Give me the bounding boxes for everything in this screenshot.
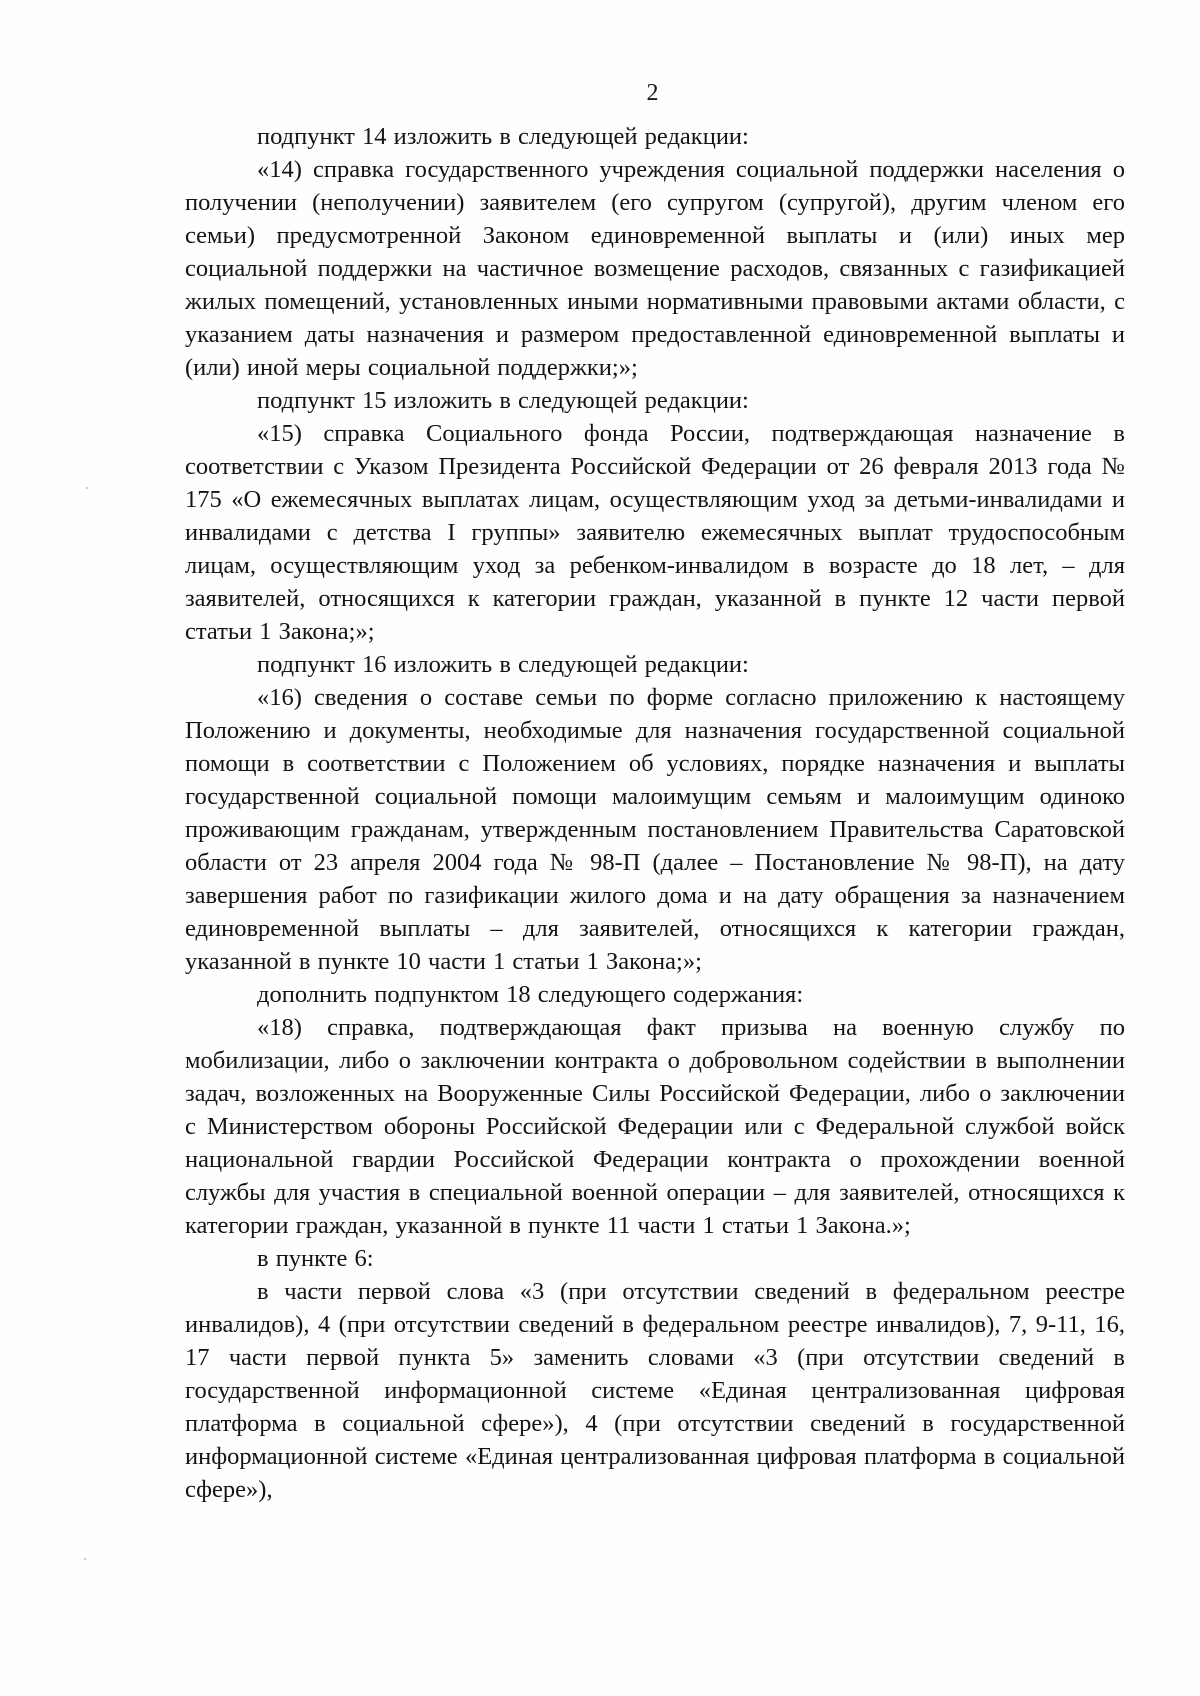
paragraph-subitem-15-text: «15) справка Социального фонда России, подтверждающая назначение в соответствии с Указом Президента Российской Федерации от 26 февраля 2013 года № 175 «О ежемесячных выплатах лицам, осуществляющим уход за детьми-инвалидами и инвалидами с детства I группы» заявителю ежемесячных выплат трудоспособным лицам, осуществляющим уход за ребенком-инвалидом в возрасте до 18 лет, – для заявителей, относящихся к категории граждан, указанной в пункте 12 части первой статьи 1 Закона;»; [185, 420, 1125, 645]
scan-speck [86, 487, 88, 489]
paragraph-item-6-intro: в пункте 6: [257, 1245, 374, 1272]
paragraph-subitem-18-text: «18) справка, подтверждающая факт призыва на военную службу по мобилизации, либо о заключении контракта о добровольном содействии в выполнении задач, возложенных на Вооруженные Силы Российской Федерации, либо о заключении с Министерством обороны Российской Федерации или с Федеральной службой войск национальной гвардии Российской Федерации контракта о прохождении военной службы для участия в специальной военной операции – для заявителей, относящихся к категории граждан, указанной в пункте 11 части 1 статьи 1 Закона.»; [185, 1014, 1125, 1239]
scan-speck [84, 1558, 86, 1560]
paragraph-subitem-16-intro: подпункт 16 изложить в следующей редакции: [257, 651, 749, 678]
paragraph-subitem-14-intro: подпункт 14 изложить в следующей редакции: [257, 123, 749, 150]
document-body [185, 120, 1125, 1506]
paragraph-subitem-16-text: «16) сведения о составе семьи по форме согласно приложению к настоящему Положению и документы, необходимые для назначения государственной социальной помощи в соответствии с Положением об условиях, порядке назначения и выплаты государственной социальной помощи малоимущим семьям и малоимущим одиноко проживающим гражданам, утвержденным постановлением Правительства Саратовской области от 23 апреля 2004 года № 98-П (далее – Постановление № 98-П), на дату завершения работ по газификации жилого дома и на дату обращения за назначением единовременной выплаты – для заявителей, относящихся к категории граждан, указанной в пункте 10 части 1 статьи 1 Закона;»; [185, 684, 1125, 975]
page-number: 2 [646, 80, 659, 106]
paragraph-item-6-part-1: в части первой слова «3 (при отсутствии сведений в федеральном реестре инвалидов), 4 (при отсутствии сведений в федеральном реестре инвалидов), 7, 9-11, 16, 17 части первой пункта 5» заменить словами «3 (при отсутствии сведений в государственной информационной системе «Единая централизованная цифровая платформа в социальной сфере»), 4 (при отсутствии сведений в государственной информационной системе «Единая централизованная цифровая платформа в социальной сфере»), [185, 1278, 1125, 1503]
paragraph-subitem-18-intro: дополнить подпунктом 18 следующего содержания: [257, 981, 804, 1008]
paragraph-subitem-15-intro: подпункт 15 изложить в следующей редакции: [257, 387, 749, 414]
paragraph-subitem-14-text: «14) справка государственного учреждения социальной поддержки населения о получении (неполучении) заявителем (его супругом (супругой), другим членом его семьи) предусмотренной Законом единовременной выплаты и (или) иных мер социальной поддержки на частичное возмещение расходов, связанных с газификацией жилых помещений, установленных иными нормативными правовыми актами области, с указанием даты назначения и размером предоставленной единовременной выплаты и (или) иной меры социальной поддержки;»; [185, 156, 1125, 381]
